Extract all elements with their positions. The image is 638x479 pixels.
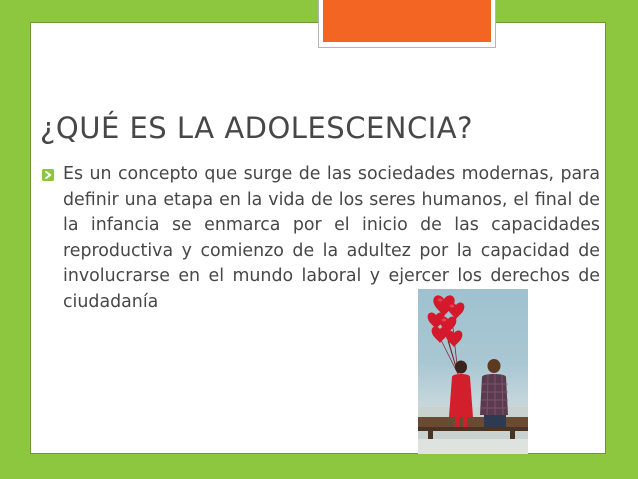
slide-body-text: Es un concepto que surge de las sociedades modernas, para definir una etapa en la vida de los seres humanos, el final de la infancia se enmarca por el inicio de las capacidades reproductiva y comienzo de la adultez por la capacidad de involucrarse en el mundo laboral y ejercer los derechos de ciudadanía — [63, 164, 600, 312]
decorative-orange-tab — [323, 0, 491, 42]
bullet-arrow-icon — [42, 167, 56, 183]
couple-with-balloons-image — [418, 289, 528, 454]
slide-title: ¿QUÉ ES LA ADOLESCENCIA? — [40, 111, 473, 145]
